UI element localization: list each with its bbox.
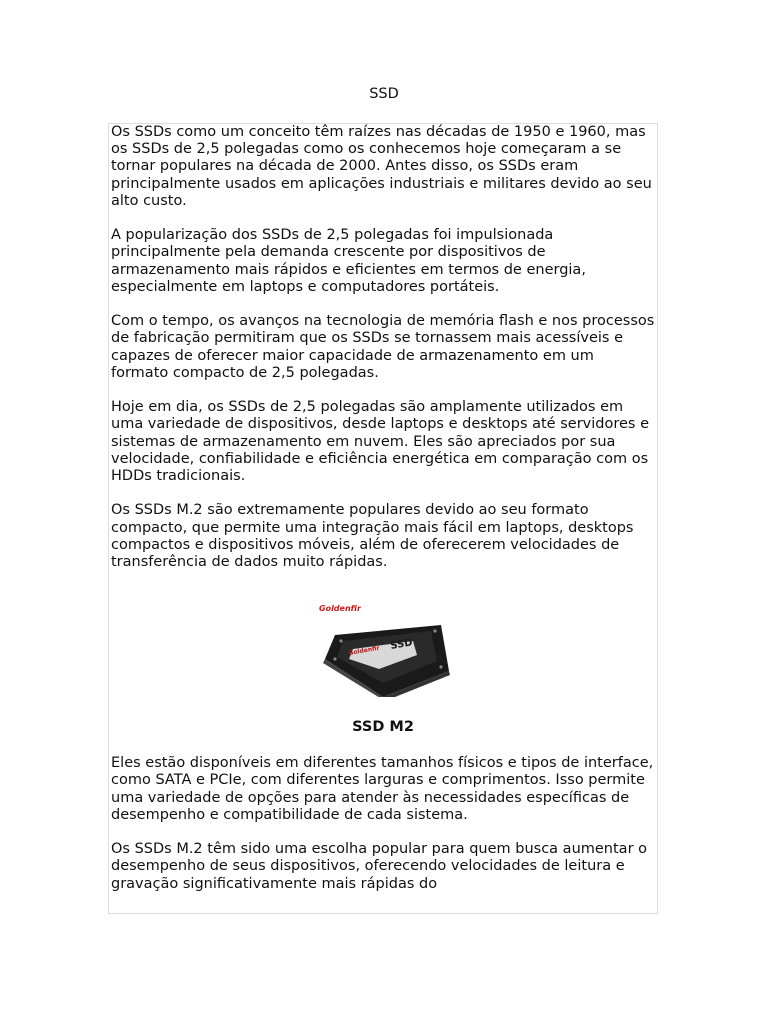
document-body [108,123,658,914]
paragraph-3: Com o tempo, os avanços na tecnologia de memória flash e nos processos de fabricação permitiram que os SSDs se tornassem mais acessíveis e capazes de oferecer maior capacidade de armazenamento em um formato compacto de 2,5 polegadas. [111,313,655,381]
paragraph-7: Os SSDs M.2 têm sido uma escolha popular para quem busca aumentar o desempenho de seus dispositivos, oferecendo velocidades de leitura e gravação significativamente mais rápidas do [111,841,648,892]
drive-label-model: SSD [389,637,414,653]
paragraph-1: Os SSDs como um conceito têm raízes nas décadas de 1950 e 1960, mas os SSDs de 2,5 polegadas como os conhecemos hoje começaram a se tornar populares na década de 2000. Antes disso, os SSDs eram principalmente usados em aplicações industriais e militares devido ao seu alto custo. [111,124,652,209]
figure-caption: SSD M2 [352,719,414,736]
drive-label-brand: Goldenfir [348,644,381,658]
paragraph-6: Eles estão disponíveis em diferentes tamanhos físicos e tipos de interface, como SATA e PCIe, com diferentes larguras e comprimentos. Isso permite uma variedade de opções para atender às necessidades específicas de desempenho e compatibilidade de cada sistema. [111,755,654,823]
goldenfir-logo: Goldenfir [319,604,361,614]
paragraph-2: A popularização dos SSDs de 2,5 polegadas foi impulsionada principalmente pela demanda crescente por dispositivos de armazenamento mais rápidos e eficientes em termos de energia, especialmente em laptops e computadores portáteis. [111,227,586,295]
paragraph-4: Hoje em dia, os SSDs de 2,5 polegadas são amplamente utilizados em uma variedade de dispositivos, desde laptops e desktops até servidores e sistemas de armazenamento em nuvem. Eles são apreciados por sua velocidade, confiabilidade e eficiência energética em comparação com os HDDs tradicionais. [111,399,649,485]
page-title: SSD [369,86,399,102]
ssd-product-image [313,597,453,697]
paragraph-5: Os SSDs M.2 são extremamente populares devido ao seu formato compacto, que permite uma integração mais fácil em laptops, desktops compactos e dispositivos móveis, além de oferecerem velocidades de transferência de dados muito rápidas. [111,502,634,571]
